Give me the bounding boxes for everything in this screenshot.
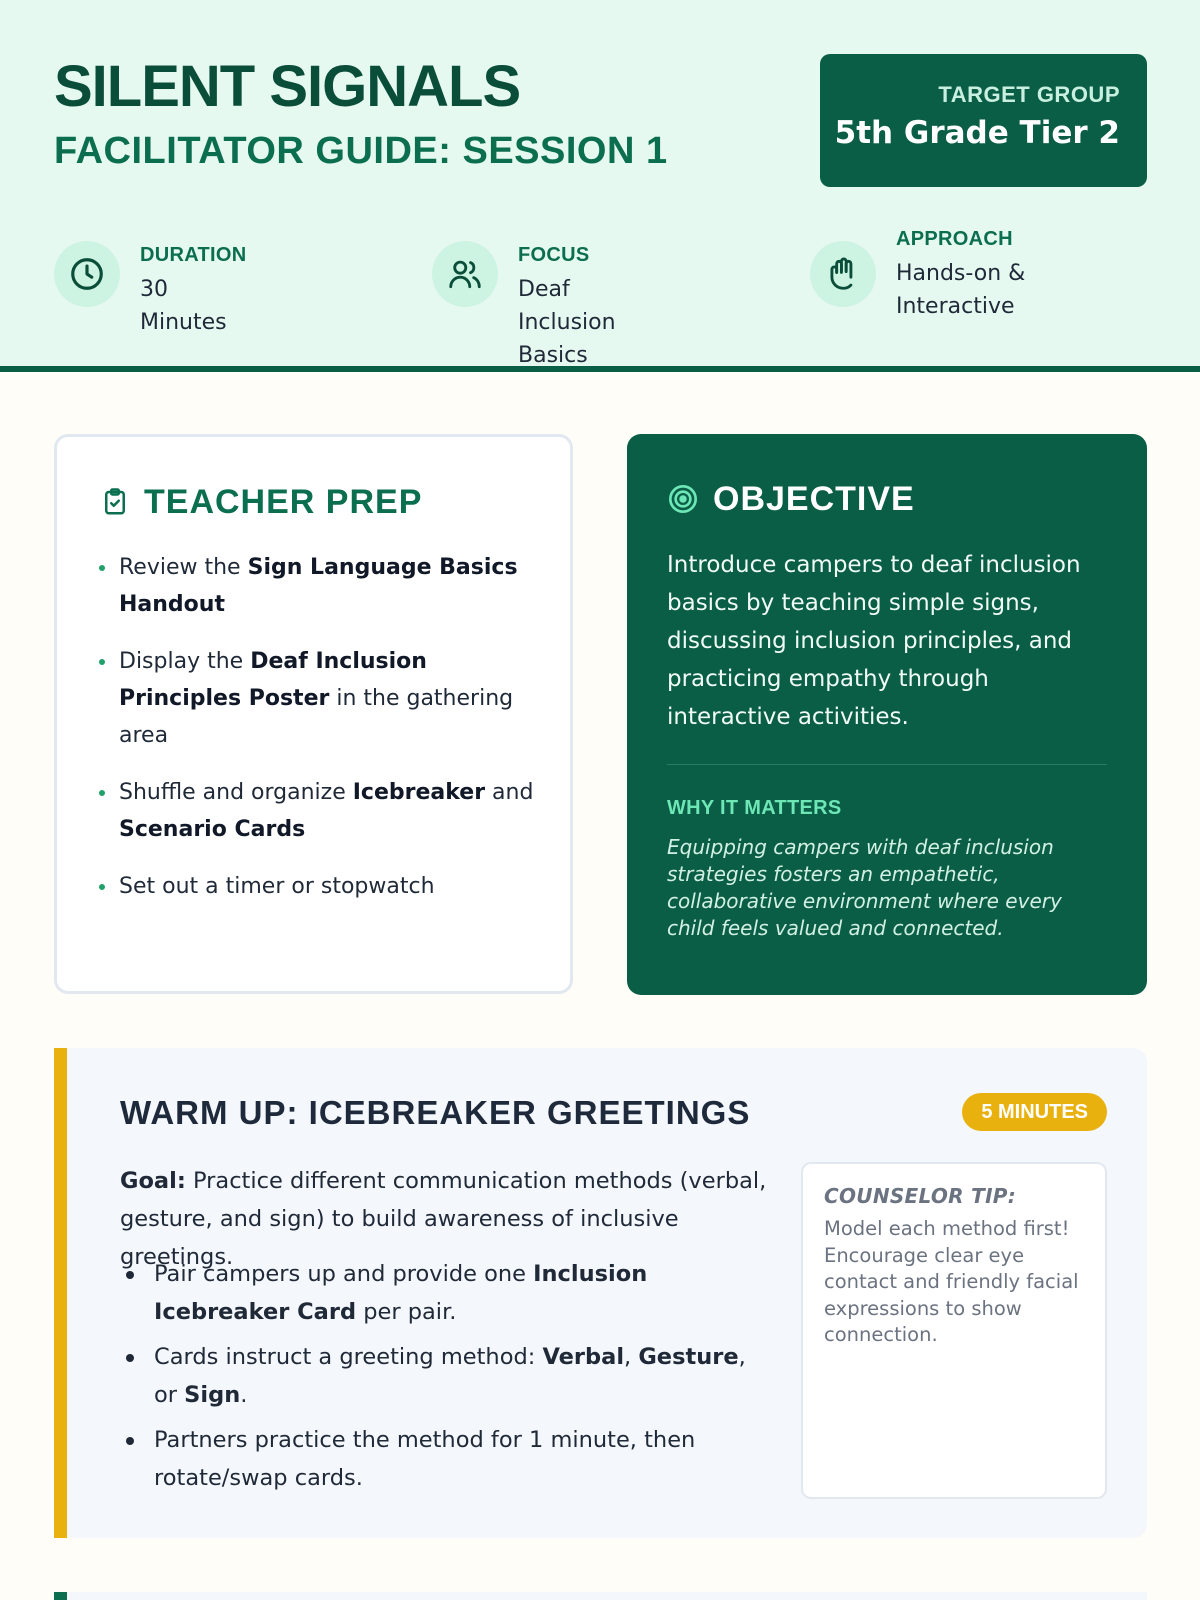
divider (667, 764, 1107, 765)
objective-header (667, 482, 915, 516)
meta-label: FOCUS (518, 244, 590, 266)
page-title: SILENT SIGNALS (54, 54, 521, 119)
objective-text: Introduce campers to deaf inclusion basics by teaching simple signs, discussing inclusion principles, and practicing empathy through interactive activities. (667, 552, 1081, 730)
why-it-matters-label: WHY IT MATTERS (667, 797, 842, 819)
counselor-tip (801, 1162, 1107, 1499)
meta-value: Hands-on & Interactive (896, 261, 1026, 319)
objective-card (627, 434, 1147, 995)
teacher-prep-list (97, 549, 537, 925)
prep-item: Shuffle and organize Icebreaker and Scenario Cards (97, 774, 537, 848)
meta-value: 30 Minutes (140, 277, 227, 335)
counselor-tip-label: COUNSELOR TIP: (824, 1184, 1017, 1208)
target-group-badge (820, 54, 1147, 187)
duration-badge: 5 MINUTES (962, 1093, 1107, 1131)
clock-icon (54, 241, 120, 307)
clipboard-check-icon (100, 485, 130, 519)
hand-icon (810, 241, 876, 307)
list-item: Partners practice the method for 1 minute, then rotate/swap cards. (120, 1421, 770, 1497)
warmup-list (120, 1255, 770, 1504)
meta-label: APPROACH (896, 228, 1013, 250)
warmup-goal: Goal: Practice different communication methods (verbal, gesture, and sign) to build awareness of inclusive greetings. (120, 1168, 767, 1270)
counselor-tip-text: Model each method first! Encourage clear eye contact and friendly facial expressions to show connection. (824, 1217, 1079, 1346)
objective-title: OBJECTIVE (713, 480, 915, 518)
list-item: Pair campers up and provide one Inclusion Icebreaker Card per pair. (120, 1255, 770, 1331)
list-item: Cards instruct a greeting method: Verbal, Gesture, or Sign. (120, 1338, 770, 1414)
next-section-accent (54, 1592, 67, 1600)
teacher-prep-title: TEACHER PREP (144, 483, 423, 521)
target-icon (667, 483, 699, 515)
next-section (67, 1592, 1147, 1600)
meta-value: Deaf Inclusion Basics (518, 277, 616, 368)
warmup-section (54, 1048, 1147, 1538)
prep-item: Review the Sign Language Basics Handout (97, 549, 537, 623)
prep-item: Display the Deaf Inclusion Principles Poster in the gathering area (97, 643, 537, 754)
page-subtitle: FACILITATOR GUIDE: SESSION 1 (54, 130, 668, 172)
target-group-value: 5th Grade Tier 2 (834, 115, 1120, 151)
why-it-matters-text: Equipping campers with deaf inclusion strategies fosters an empathetic, collaborative environment where every child feels valued and connected. (667, 835, 1062, 940)
teacher-prep-header (100, 485, 422, 519)
prep-item: Set out a timer or stopwatch (97, 868, 537, 905)
header (0, 0, 1200, 372)
meta-label: DURATION (140, 244, 247, 266)
teacher-prep-card (54, 434, 573, 994)
users-icon (432, 241, 498, 307)
target-group-label: TARGET GROUP (938, 82, 1120, 107)
warmup-title: WARM UP: ICEBREAKER GREETINGS (120, 1094, 751, 1131)
